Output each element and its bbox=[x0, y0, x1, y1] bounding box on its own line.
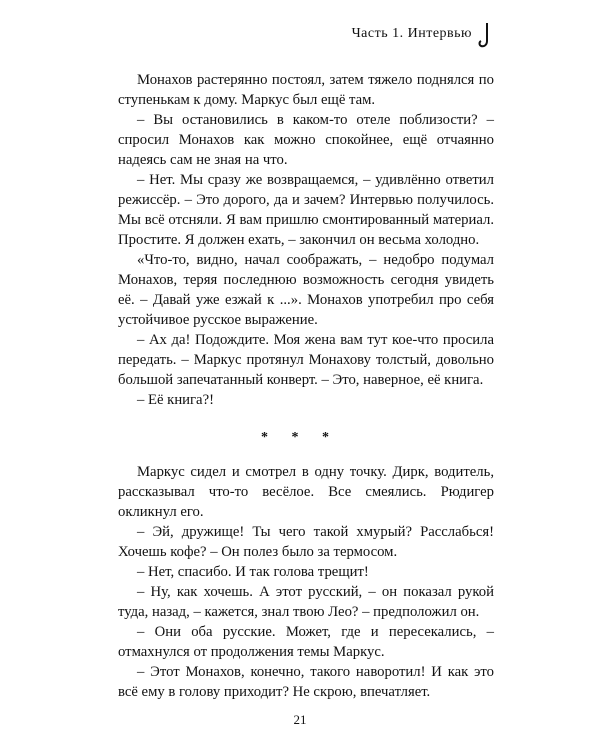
paragraph: «Что-то, видно, начал соображать, – недобро подумал Монахов, теряя последнюю возможность сегодня увидеть её. – Давай уже езжай к ...». Монахов употребил про себя устойчивое русское выражение. bbox=[118, 252, 494, 328]
paragraph: Маркус сидел и смотрел в одну точку. Дирк, водитель, рассказывал что-то весёлое. Все смеялись. Рюдигер окликнул его. bbox=[118, 464, 494, 520]
paragraph: – Вы остановились в каком-то отеле поблизости? – спросил Монахов как можно спокойнее, ещё отчаянно надеясь сам не зная на что. bbox=[118, 112, 494, 168]
paragraph: – Ну, как хочешь. А этот русский, – он показал рукой туда, назад, – кажется, знал твою Лео? – предположил он. bbox=[118, 584, 494, 620]
paragraph: – Этот Монахов, конечно, такого наворотил! И как это всё ему в голову приходит? Не скрою, впечатляет. bbox=[118, 664, 494, 700]
paragraph: – Эй, дружище! Ты чего такой хмурый? Расслабься! Хочешь кофе? – Он полез было за термосом. bbox=[118, 524, 494, 560]
paragraph: – Её книга?! bbox=[137, 392, 214, 408]
paragraph: – Они оба русские. Может, где и пересекались, – отмахнулся от продолжения темы Маркус. bbox=[118, 624, 494, 660]
paragraph: – Нет. Мы сразу же возвращаемся, – удивлённо ответил режиссёр. – Это дорого, да и зачем? Интервью получилось. Мы всё отсняли. Я вам пришлю смонтированный материал. Простите. Я должен ехать, – закончил он весьма холодно. bbox=[118, 172, 494, 248]
section-separator: * * * bbox=[261, 430, 339, 445]
page-number: 21 bbox=[293, 712, 307, 727]
paragraph: – Ах да! Подождите. Моя жена вам тут кое-что просила передать. – Маркус протянул Монахову толстый, довольно большой запечатанный конверт. – Это, наверное, её книга. bbox=[118, 332, 494, 388]
running-header: Часть 1. Интервью bbox=[351, 26, 472, 41]
body-text-block-1 bbox=[118, 70, 494, 410]
paragraph: Монахов растерянно постоял, затем тяжело поднялся по ступенькам к дому. Маркус был ещё там. bbox=[118, 72, 494, 108]
paragraph: – Нет, спасибо. И так голова трещит! bbox=[137, 564, 369, 580]
note-icon bbox=[478, 22, 490, 48]
body-text-block-2 bbox=[118, 462, 494, 702]
